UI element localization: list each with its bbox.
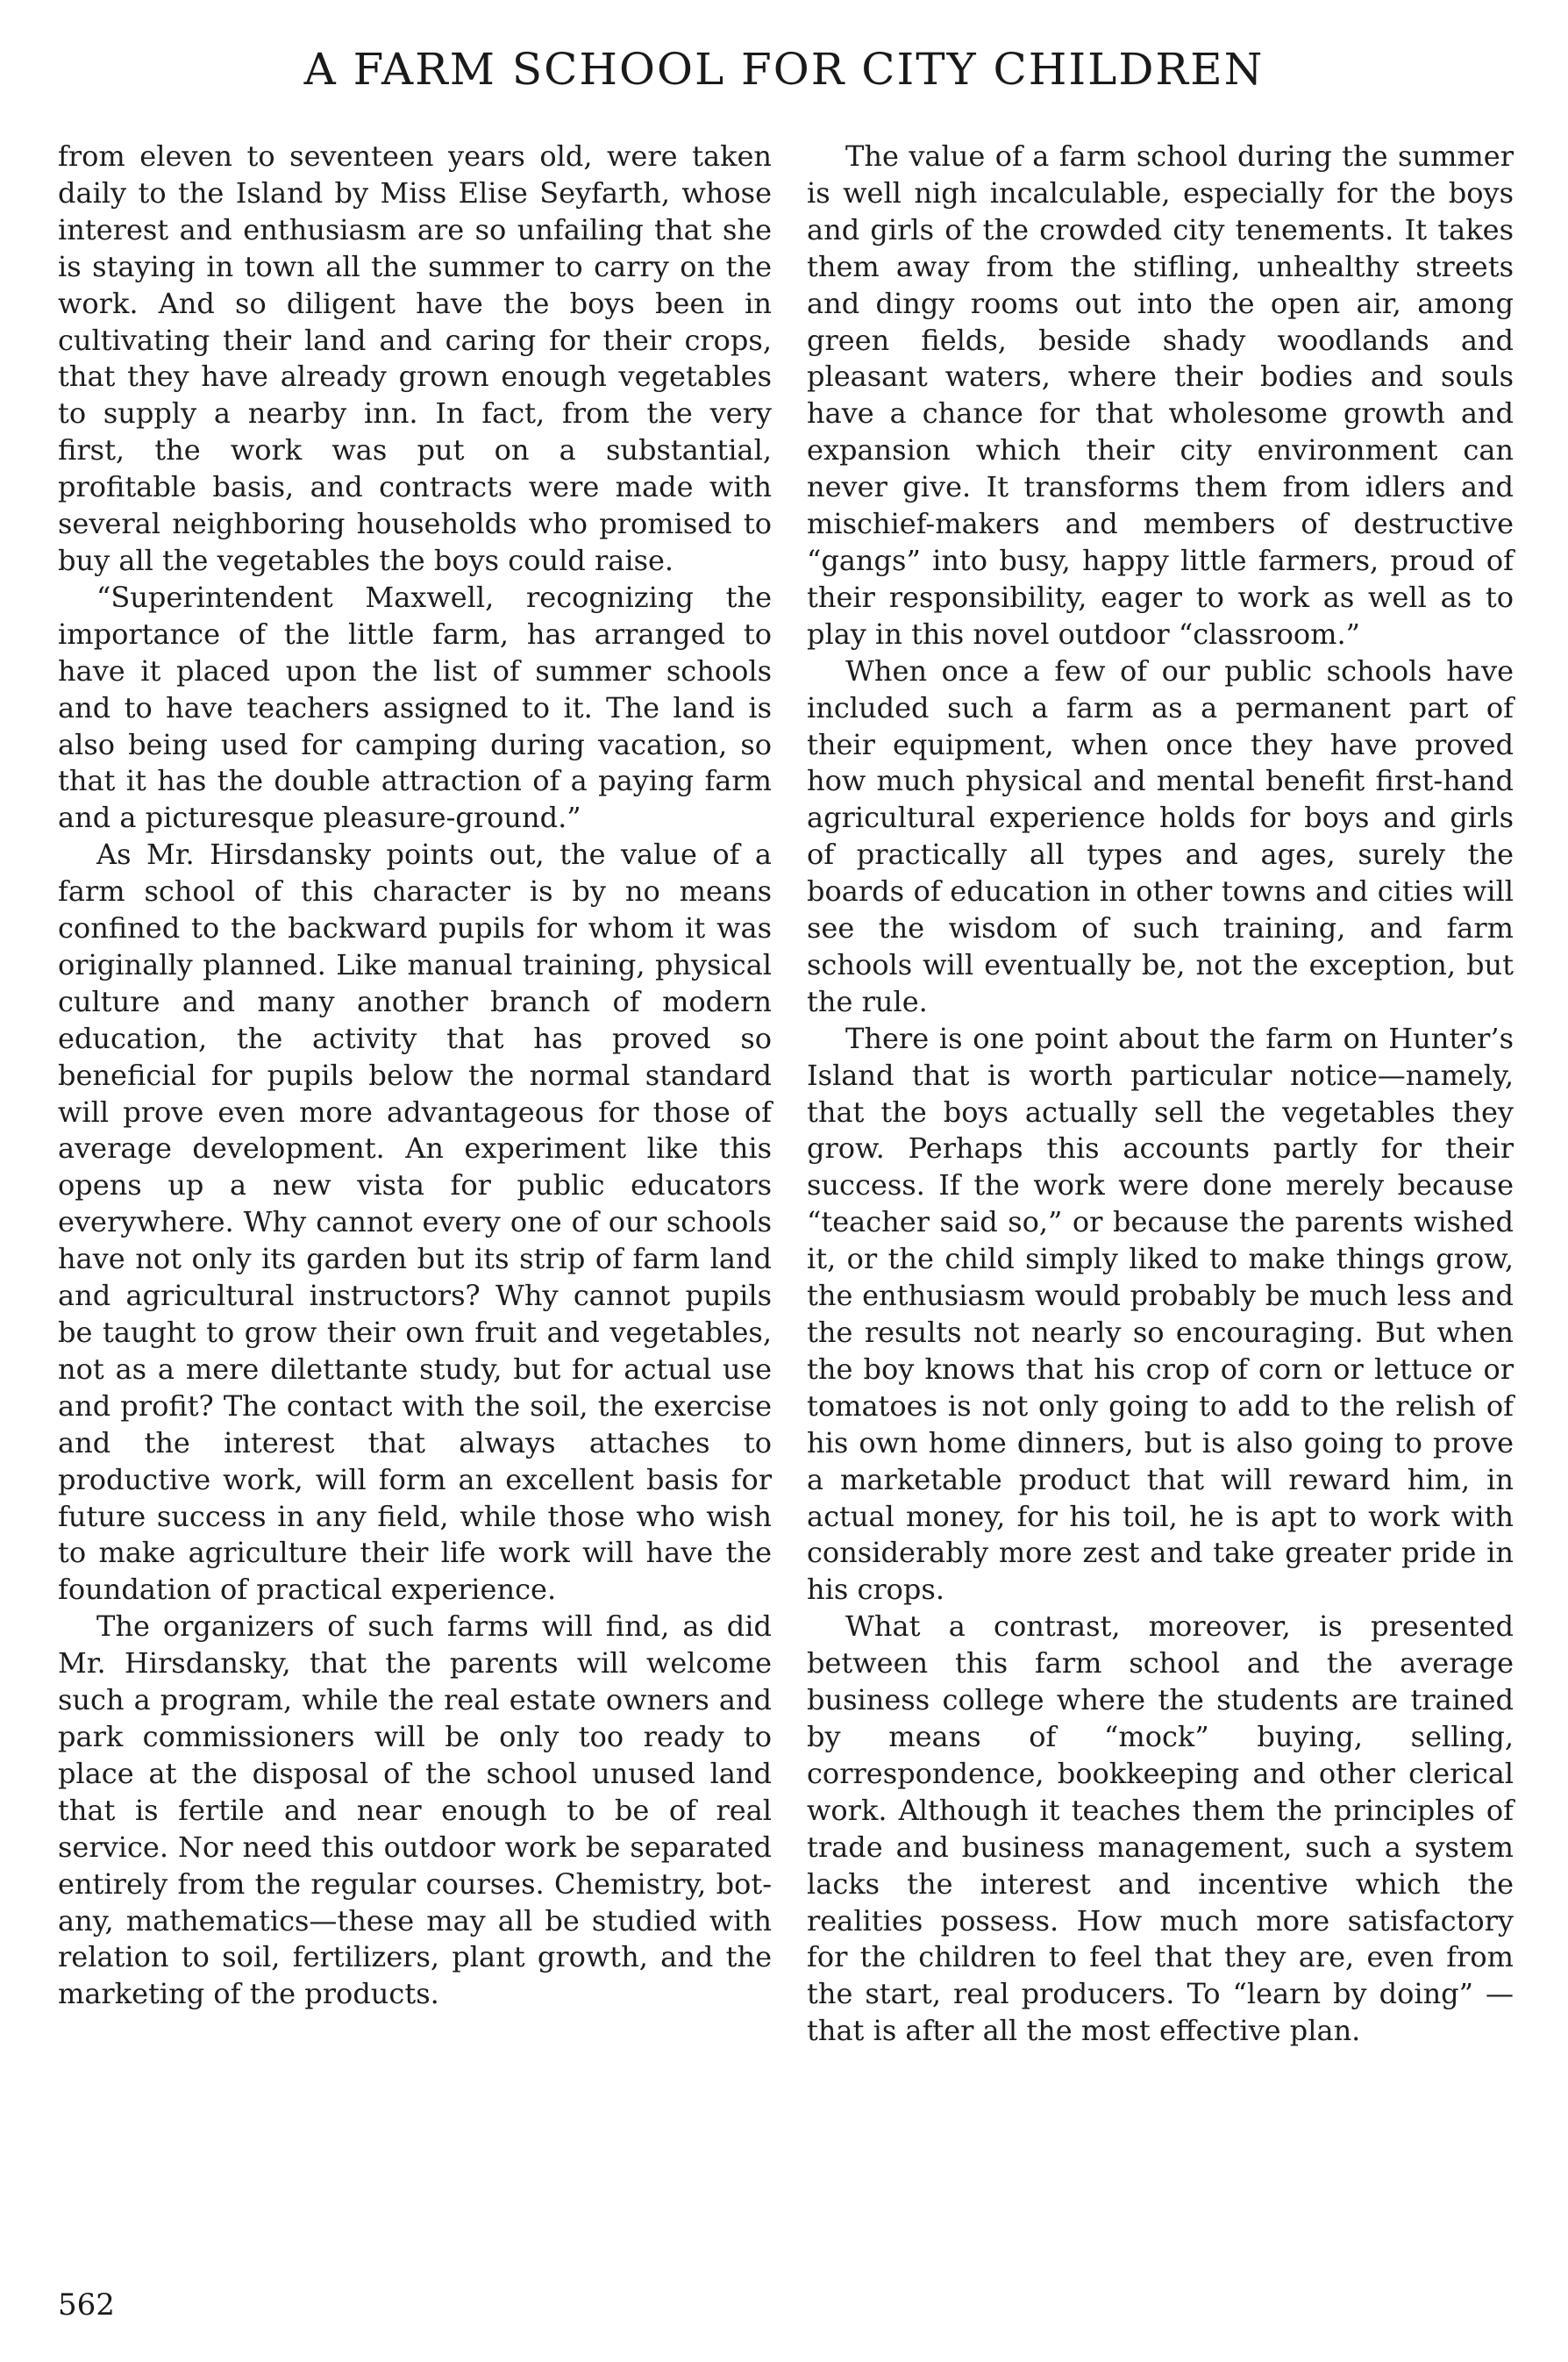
- left-column: [58, 139, 772, 2013]
- paragraph: “Superintendent Maxwell, recognizing the importance of the little farm, has arranged to have it placed upon the list of summer schools and to have teachers assigned to it. The land is also being used for camping during vacation, so that it has the double attraction of a paying farm and a picturesque pleasure-ground.”: [58, 580, 772, 835]
- paragraph: What a contrast, moreover, is presented between this farm school and the average business college where the students are trained by means of “mock” buying, selling, correspondence, bookkeeping and other clerical work. Although it teaches them the principles of trade and business management, such a system lacks the interest and incentive which the realities possess. How much more satisfactory for the children to feel that they are, even from the start, real producers. To “learn by doing” —that is after all the most effective plan.: [807, 1609, 1514, 2048]
- page-title: A FARM SCHOOL FOR CITY CHILDREN: [303, 44, 1265, 95]
- paragraph: The organizers of such farms will find, as did Mr. Hirsdansky, that the parents will welcome such a program, while the real estate owners and park commissioners will be only too ready to place at the disposal of the school unused land that is fertile and near enough to be of real service. Nor need this outdoor work be separated entirely from the regular courses. Chemistry, botany, mathematics—these may all be studied with relation to soil, fertilizers, plant growth, and the marketing of the products.: [58, 1609, 772, 2011]
- page-number: 562: [58, 2287, 115, 2323]
- paragraph: The value of a farm school during the summer is well nigh incalculable, especially for the boys and girls of the crowded city tenements. It takes them away from the stifling, unhealthy streets and dingy rooms out into the open air, among green fields, beside shady woodlands and pleasant waters, where their bodies and souls have a chance for that wholesome growth and expansion which their city environment can never give. It transforms them from idlers and mischief-makers and members of destructive “gangs” into busy, happy little farmers, proud of their responsibility, eager to work as well as to play in this novel outdoor “classroom.”: [807, 139, 1514, 651]
- paragraph: from eleven to seventeen years old, were taken daily to the Island by Miss Elise Seyfarth, whose interest and enthusiasm are so unfailing that she is staying in town all the summer to carry on the work. And so diligent have the boys been in cultivating their land and caring for their crops, that they have already grown enough vegetables to supply a nearby inn. In fact, from the very first, the work was put on a substantial, profitable basis, and contracts were made with several neighboring households who promised to buy all the vegetables the boys could raise.: [58, 139, 772, 577]
- paragraph: As Mr. Hirsdansky points out, the value of a farm school of this character is by no means confined to the backward pupils for whom it was originally planned. Like manual training, physical culture and many another branch of modern education, the activity that has proved so beneficial for pupils below the normal standard will prove even more advantageous for those of average development. An experiment like this opens up a new vista for public educators everywhere. Why cannot every one of our schools have not only its garden but its strip of farm land and agricultural instructors? Why cannot pupils be taught to grow their own fruit and vegetables, not as a mere dilettante study, but for actual use and profit? The contact with the soil, the exercise and the interest that always attaches to productive work, will form an excellent basis for future success in any field, while those who wish to make agriculture their life work will have the foundation of practical experience.: [58, 838, 772, 1607]
- right-column: [807, 139, 1514, 2050]
- paragraph: When once a few of our public schools have included such a farm as a permanent part of their equipment, when once they have proved how much physical and mental benefit first-hand agricultural experience holds for boys and girls of practically all types and ages, surely the boards of education in other towns and cities will see the wisdom of such training, and farm schools will eventually be, not the exception, but the rule.: [807, 653, 1514, 1018]
- paragraph: There is one point about the farm on Hunter’s Island that is worth particular notice—namely, that the boys actually sell the vegetables they grow. Perhaps this accounts partly for their success. If the work were done merely because “teacher said so,” or because the parents wished it, or the child simply liked to make things grow, the enthusiasm would probably be much less and the results not nearly so encouraging. But when the boy knows that his crop of corn or lettuce or tomatoes is not only going to add to the relish of his own home dinners, but is also going to prove a marketable product that will reward him, in actual money, for his toil, he is apt to work with considerably more zest and take greater pride in his crops.: [807, 1021, 1514, 1607]
